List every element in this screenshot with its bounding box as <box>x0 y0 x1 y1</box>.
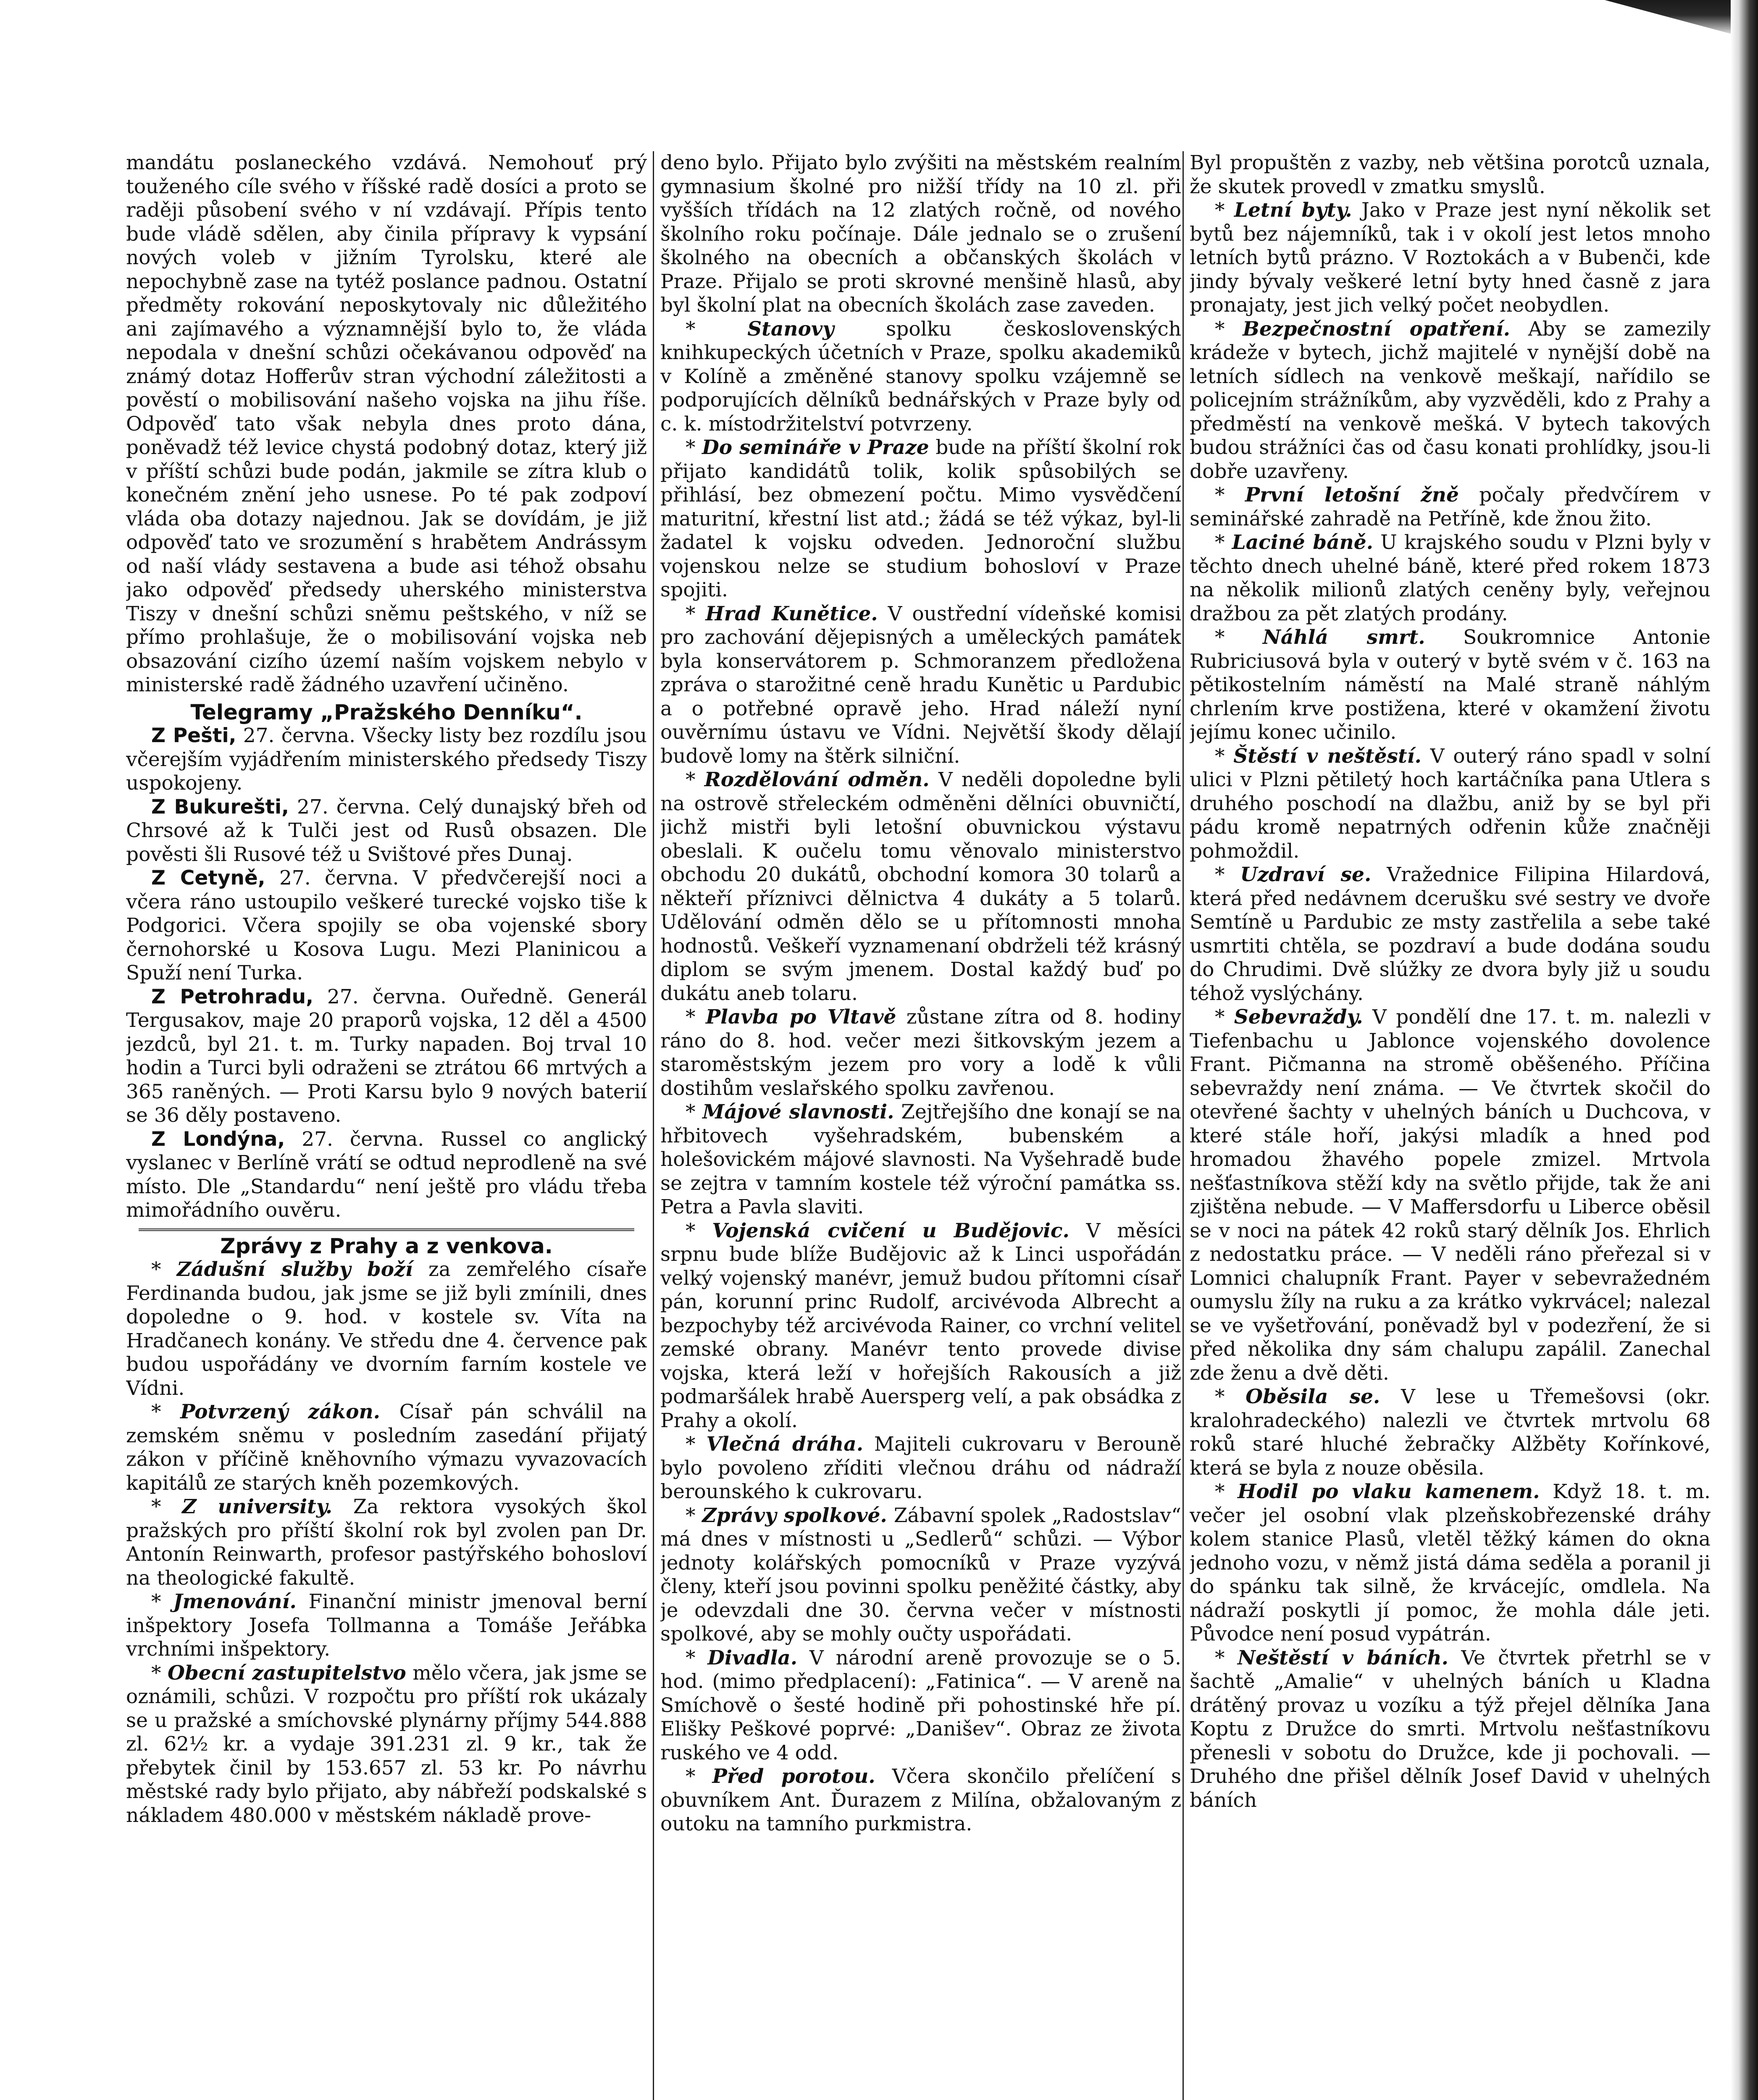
news-headline: Z university. <box>182 1495 333 1518</box>
news-text: Císař pán schválil na zemském sněmu v posledním zasedání přijatý zákon v příčině kněhovního výmazu vyvazovacích kapitálů ze starých kněh pozemkových. <box>126 1400 647 1495</box>
news-item: * Májové slavnosti. Zejtřejšího dne konají se na hřbitovech vyšehradském, bubenském a holešovickém májové slavnosti. Na Vyšehradě bude se zejtra v tamním kostele též výroční památka ss. Petra a Pavla slaviti. <box>660 1100 1181 1218</box>
news-item: * Zprávy spolkové. Zábavní spolek „Radostslav“ má dnes v místnosti u „Sedlerů“ schůzi. — Výbor jednoty kolářských pomocníků v Praze vyzývá členy, kteří jsou povinni spolku peněžité částky, aby je odevzdali dne 30. června večer v místnosti spolkové, aby se mohly oučty uspořádati. <box>660 1504 1181 1646</box>
news-text: V měsíci srpnu bude blíže Budějovic až k Linci uspořádán velký vojenský manévr, jemuž budou přítomni císař pán, korunní princ Rudolf, arcivévoda Albrecht a bezpochyby též arcivévoda Rainer, co vrchní velitel zemské obrany. Manévr tento provede divise vojska, která leží v hořejších Rakousích a již podmaršálek hrabě Auersperg velí, a pak obsádka z Prahy a okolí. <box>660 1219 1181 1432</box>
news-headline: Vojenská cvičení u Budějovic. <box>712 1219 1070 1242</box>
news-text: spolku československých knihkupeckých účetních v Praze, spolku akademiků v Kolíně a změněné stanovy spolku vzájemně se podporujících dělníků bednářských v Praze byly od c. k. místodržitelství potvrzeny. <box>660 317 1181 436</box>
news-item: * Před porotou. Včera skončilo přelíčení s obuvníkem Ant. Ďurazem z Milína, obžalovaným z outoku na tamního purkmistra. <box>660 1765 1181 1835</box>
telegram-item <box>126 724 647 795</box>
news-text: V neděli dopoledne byli na ostrově střeleckém odměněni dělníci obuvničtí, jichž mistři byli letošní obuvnickou výstavu obeslali. K oučelu tomu věnovalo ministerstvo obchodu 20 dukátů, obchodní komora 30 tolarů a někteří příznivci dělnictva 4 dukáty a 5 tolarů. Udělování odměn dělo se u přítomnosti mnoha hodnostů. Veškeří vyznamenaní obdrželi též krásný diplom se svým jmenem. Dostal každý buď po dukátu aneb tolaru. <box>660 768 1181 1005</box>
news-text: Zábavní spolek „Radostslav“ má dnes v místnosti u „Sedlerů“ schůzi. — Výbor jednoty kolářských pomocníků v Praze vyzývá členy, kteří jsou povinni spolku peněžité částky, aby je odevzdali dne 30. června večer v místnosti spolkové, aby se mohly oučty uspořádati. <box>660 1504 1181 1646</box>
news-text: Jako v Praze jest nyní několik set bytů bez nájemníků, tak i v okolí jest letos mnoho letních bytů prázno. V Roztokách a v Bubenči, kde jindy bývaly veškeré letní byty hned časně z jara pronajaty, jest jich velký počet neobydlen. <box>1190 199 1711 317</box>
news-item: * Do semináře v Praze bude na příští školní rok přijato kandidátů tolik, kolik spůsobilých se přihlásí, bez obmezení počtu. Mimo vysvědčení maturitní, křestní list atd.; žádá se též výkaz, byl-li žadatel k vojsku odveden. Jednoroční službu vojenskou nelze se studium bohosloví v Praze spojiti. <box>660 436 1181 601</box>
news-text: U krajského soudu v Plzni byly v těchto dnech uhelné báně, které před rokem 1873 na několik milionů zlatých ceněny byly, veřejnou dražbou za pět zlatých prodány. <box>1190 531 1711 625</box>
news-text: Finanční ministr jmenoval berní inšpektory Josefa Tollmanna a Tomáše Jeřábka vrchními inšpektory. <box>126 1590 647 1661</box>
news-item: * Zádušní služby boží za zemřelého císaře Ferdinanda budou, jak jsme se již byli zmínili, dnes dopoledne o 9. hod. v kostele sv. Víta na Hradčanech konány. Ve středu dne 4. července pak budou uspořádány ve dvorním farním kostele ve Vídni. <box>126 1258 647 1400</box>
telegram-text: 27. června. V předvčerejší noci a včera ráno ustoupilo veškeré turecké vojsko tiše k Podgorici. Včera spojily se oba vojenské sbory černohorské u Kosova Lugu. Mezi Planinicou a Spuží není Turka. <box>126 866 647 984</box>
news-item: * Uzdraví se. Vražednice Filipina Hilardová, která před nedávnem dcerušku své sestry ve dvoře Semtíně u Pardubic ze msty zastřelila a sebe také usmrtiti chtěla, se pozdraví a bude dodána soudu do Chrudimi. Dvě slúžky ze dvora byly již u soudu téhož vyslýchány. <box>1190 863 1711 1005</box>
telegram-text: 27. června. Russel co anglický vyslanec v Berlíně vrátí se odtud neprodleně na své místo. Dle „Standardu“ není ještě pro vládu třeba mimořádního ouvěru. <box>126 1127 647 1222</box>
news-item: * Oběsila se. V lese u Třemešovsi (okr. kralohradeckého) nalezli ve čtvrtek mrtvolu 68 roků staré hluché žebračky Alžběty Kořínkové, která se byla z nouze oběsila. <box>1190 1385 1711 1480</box>
column-3 <box>1190 151 1711 2100</box>
article-continuation: Byl propuštěn z vazby, neb většina porotců uznala, že skutek provedl v zmatku smyslů. <box>1190 151 1711 198</box>
news-headline: Plavba po Vltavě <box>705 1005 896 1029</box>
news-text: Vražednice Filipina Hilardová, která před nedávnem dcerušku své sestry ve dvoře Semtíně u Pardubic ze msty zastřelila a sebe také usmrtiti chtěla, se pozdraví a bude dodána soudu do Chrudimi. Dvě slúžky ze dvora byly již u soudu téhož vyslýchány. <box>1190 863 1711 1005</box>
telegram-text: 27. června. Všecky listy bez rozdílu jsou včerejším vyjádřením ministerského předsedy Tiszy uspokojeny. <box>126 724 647 795</box>
news-text: bude na příští školní rok přijato kandidátů tolik, kolik spůsobilých se přihlásí, bez obmezení počtu. Mimo vysvědčení maturitní, křestní list atd.; žádá se též výkaz, byl-li žadatel k vojsku odveden. Jednoroční službu vojenskou nelze se studium bohosloví v Praze spojiti. <box>660 436 1181 601</box>
news-headline: Zádušní služby boží <box>176 1258 413 1281</box>
news-headline: Laciné báně. <box>1232 531 1373 554</box>
news-headline: Vlečná dráha. <box>706 1433 864 1456</box>
news-item: * Plavba po Vltavě zůstane zítra od 8. hodiny ráno do 8. hod. večer mezi šitkovským jezem a staroměstským jezem pro vory a lodě k vůli dostihům veslařského spolku zavřenou. <box>660 1005 1181 1100</box>
news-headline: Do semináře v Praze <box>702 436 929 459</box>
news-item: * Vojenská cvičení u Budějovic. V měsíci srpnu bude blíže Budějovic až k Linci uspořádán velký vojenský manévr, jemuž budou přítomni císař pán, korunní princ Rudolf, arcivévoda Albrecht a bezpochyby též arcivévoda Rainer, co vrchní velitel zemské obrany. Manévr tento provede divise vojska, která leží v hořejších Rakousích a již podmaršálek hrabě Auersperg velí, a pak obsádka z Prahy a okolí. <box>660 1219 1181 1432</box>
article-continuation: deno bylo. Přijato bylo zvýšiti na městském realním gymnasium školné pro nižší třídy na 10 zl. při vyšších třídách na 12 zlatých ročně, od nového školního roku počínaje. Dále jednalo se o zrušení školného na obecních a občanských školách v Praze. Přijalo se proti skrovné menšině hlasů, aby byl školní plat na obecních školách zase zaveden. <box>660 151 1181 317</box>
news-headline: Štěstí v neštěstí. <box>1233 744 1422 768</box>
news-item: * Letní byty. Jako v Praze jest nyní několik set bytů bez nájemníků, tak i v okolí jest letos mnoho letních bytů prázno. V Roztokách a v Bubenči, kde jindy bývaly veškeré letní byty hned časně z jara pronajaty, jest jich velký počet neobydlen. <box>1190 199 1711 317</box>
column-divider <box>1183 151 1184 2100</box>
article-continuation: mandátu poslaneckého vzdává. Nemohouť prý touženého cíle svého v říšské radě dosíci a proto se raději působení svého v ní vzdávají. Přípis tento bude vládě sdělen, aby činila přípravy k vypsání nových voleb v jižním Tyrolsku, které ale nepochybně zase na tytéž poslance padnou. Ostatní předměty rokování neposkytovaly nic důležitého ani zajímavého a významnější bylo to, že vláda nepodala v dnešní schůzi očekávanou odpověď na známý dotaz Hofferův stran východní záležitosti a pověstí o mobilisování našeho vojska na jihu říše. Odpověď tato však nebyla dnes proto dána, poněvadž též levice chystá podobný dotaz, který již v příští schůzi bude podán, jakmile se zítra klub o konečném znění jeho usnese. Po té pak zodpoví vláda oba dotazy najednou. Jak se dovídám, je již odpověď tato ve srozumění s hrabětem Andrássym od naší vlády sestavena a bude asi téhož obsahu jako odpověď předsedy uherského ministerstva Tiszy v dnešní schůzi sněmu peštského, v níž se přímo prohlašuje, že o mobilisování vojska neb obsazování cizího území naším vojskem nebylo v ministerské radě žádného uzavření učiněno. <box>126 151 647 696</box>
news-item: * Hrad Kunětice. V oustřední vídeňské komisi pro zachování dějepisných a uměleckých památek byla konservátorem p. Schmoranzem předložena zpráva o starožitné ceně hradu Kunětic u Pardubic a o potřebné opravě jeho. Hrad náleží nyní ouvěrnímu ústavu ve Vídni. Největší škody dělají budově lomy na štěrk silniční. <box>660 602 1181 768</box>
news-text: Ve čtvrtek přetrhl se v šachtě „Amalie“ v uhelných báních u Kladna drátěný provaz u vozíku a týž přejel dělníka Jana Koptu z Družce do smrti. Mrtvolu nešťastníkovu přenesli v sobotu do Družce, kde ji pochovali. — Druhého dne přišel dělník Josef David v uhelných báních <box>1190 1646 1711 1812</box>
news-item: * Laciné báně. U krajského soudu v Plzni byly v těchto dnech uhelné báně, které před rokem 1873 na několik milionů zlatých ceněny byly, veřejnou dražbou za pět zlatých prodány. <box>1190 531 1711 625</box>
news-item: * První letošní žně počaly předvčírem v seminářské zahradě na Petříně, kde žnou žito. <box>1190 483 1711 530</box>
column-1 <box>126 151 647 2100</box>
news-headline: Rozdělování odměn. <box>704 768 930 791</box>
section-divider <box>139 1228 634 1231</box>
news-text: Majiteli cukrovaru v Berouně bylo povoleno zříditi vlečnou dráhu od nádraží berounského k cukrovaru. <box>660 1433 1181 1503</box>
news-headline: Zprávy spolkové. <box>702 1504 887 1527</box>
news-item: * Sebevraždy. V pondělí dne 17. t. m. nalezli v Tiefenbachu u Jablonce vojenského dovolence Frant. Pičmanna na stromě oběšeného. Příčina sebevraždy není známa. — Ve čtvrtek skočil do otevřené šachty v uhelných báních u Duchcova, v které stále hoří, jakýsi mladík a hned pod hromadou žhavého popele zmizel. Mrtvola nešťastníkova stěží kdy na světlo přijde, tak že ani zjištěna nebude. — V Maffersdorfu u Liberce oběsil se v noci na pátek 42 roků starý dělník Jos. Ehrlich z nedostatku práce. — V neděli ráno přeřezal si v Lomnici chalupník Frant. Payer v sebevražedném oumyslu žíly na ruku a za krátko vykrvácel; nalezal se ve vyšetřování, poněvadž byl v podezření, že si před několika dny sám chalupu zapálil. Zanechal zde ženu a dvě děti. <box>1190 1005 1711 1385</box>
news-text: Aby se zamezily krádeže v bytech, jichž majitelé v nynější době na letních sídlech na venkově meškají, nařídilo se policejním strážníkům, aby vyzvěděli, kdo z Prahy a předměstí na venkově mešká. V bytech takových budou strážníci čas od času konati prohlídky, jsou-li dobře uzavřeny. <box>1190 317 1711 483</box>
news-item: * Rozdělování odměn. V neděli dopoledne byli na ostrově střeleckém odměněni dělníci obuvničtí, jichž mistři byli letošní obuvnickou výstavu obeslali. K oučelu tomu věnovalo ministerstvo obchodu 20 dukátů, obchodní komora 30 tolarů a někteří příznivci dělnictva 4 dukáty a 5 tolarů. Udělování odměn dělo se u přítomnosti mnoha hodnostů. Veškeří vyznamenaní obdrželi též krásný diplom se svým jmenem. Dostal každý buď po dukátu aneb tolaru. <box>660 768 1181 1005</box>
news-headline: Náhlá smrt. <box>1262 626 1425 649</box>
news-text: V outerý ráno spadl v solní ulici v Plzni pětiletý hoch kartáčníka pana Utlera s druhého poschodí na dlažbu, aniž by se byl při pádu kromě nepatrných odřenin kůže značněji pohmoždil. <box>1190 744 1711 863</box>
news-headline: Hrad Kunětice. <box>705 602 878 625</box>
news-text: V lese u Třemešovsi (okr. kralohradeckého) nalezli ve čtvrtek mrtvolu 68 roků staré hluché žebračky Alžběty Kořínkové, která se byla z nouze oběsila. <box>1190 1385 1711 1480</box>
dateline: Z Londýna, <box>151 1127 285 1151</box>
news-text: V pondělí dne 17. t. m. nalezli v Tiefenbachu u Jablonce vojenského dovolence Frant. Pičmanna na stromě oběšeného. Příčina sebevraždy není známa. — Ve čtvrtek skočil do otevřené šachty v uhelných báních u Duchcova, v které stále hoří, jakýsi mladík a hned pod hromadou žhavého popele zmizel. Mrtvola nešťastníkova stěží kdy na světlo přijde, tak že ani zjištěna nebude. — V Maffersdorfu u Liberce oběsil se v noci na pátek 42 roků starý dělník Jos. Ehrlich z nedostatku práce. — V neděli ráno přeřezal si v Lomnici chalupník Frant. Payer v sebevražedném oumyslu žíly na ruku a za krátko vykrvácel; nalezal se ve vyšetřování, poněvadž byl v podezření, že si před několika dny sám chalupu zapálil. Zanechal zde ženu a dvě děti. <box>1190 1005 1711 1385</box>
news-headline: Bezpečnostní opatření. <box>1243 317 1511 341</box>
news-headline: Obecní zastupitelstvo <box>167 1661 406 1685</box>
news-headline: Sebevraždy. <box>1234 1005 1363 1029</box>
news-item: * Vlečná dráha. Majiteli cukrovaru v Berouně bylo povoleno zříditi vlečnou dráhu od nádraží berounského k cukrovaru. <box>660 1433 1181 1503</box>
news-text: mělo včera, jak jsme se oznámili, schůzi. V rozpočtu pro příští rok ukázaly se u pražské a smíchovské plynárny příjmy 544.888 zl. 62½ kr. a vydaje 391.231 zl. 9 kr., tak že přebytek činil by 153.657 zl. 53 kr. Po návrhu městské rady bylo přijato, aby nábřeží podskalské s nákladem 480.000 v městském nákladě prove- <box>126 1661 647 1827</box>
news-item: * Neštěstí v báních. Ve čtvrtek přetrhl se v šachtě „Amalie“ v uhelných báních u Kladna drátěný provaz u vozíku a týž přejel dělníka Jana Koptu z Družce do smrti. Mrtvolu nešťastníkovu přenesli v sobotu do Družce, kde ji pochovali. — Druhého dne přišel dělník Josef David v uhelných báních <box>1190 1646 1711 1812</box>
telegram-text: 27. června. Celý dunajský břeh od Chrsové až k Tulči jest od Rusů obsazen. Dle pověsti šli Rusové též u Svištové přes Dunaj. <box>126 795 647 866</box>
news-text: počaly předvčírem v seminářské zahradě na Petříně, kde žnou žito. <box>1190 483 1711 530</box>
news-headline: Letní byty. <box>1234 199 1352 222</box>
news-item: * Jmenování. Finanční ministr jmenoval berní inšpektory Josefa Tollmanna a Tomáše Jeřábka vrchními inšpektory. <box>126 1590 647 1661</box>
news-headline: Jmenování. <box>173 1590 297 1613</box>
news-headline: Divadla. <box>707 1646 798 1670</box>
dateline: Z Pešti, <box>151 724 237 747</box>
telegram-item <box>126 866 647 985</box>
news-text: za zemřelého císaře Ferdinanda budou, jak jsme se již byli zmínili, dnes dopoledne o 9. hod. v kostele sv. Víta na Hradčanech konány. Ve středu dne 4. července pak budou uspořádány ve dvorním farním kostele ve Vídni. <box>126 1258 647 1400</box>
news-text: V národní areně provozuje se o 5. hod. (mimo předplacení): „Fatinica“. — V areně na Smíchově o šesté hodině při pohostinské hře pí. Elišky Peškové poprvé: „Danišev“. Obraz ze života ruského ve 4 odd. <box>660 1646 1181 1764</box>
news-item: * Potvrzený zákon. Císař pán schválil na zemském sněmu v posledním zasedání přijatý zákon v příčině kněhovního výmazu vyvazovacích kapitálů ze starých kněh pozemkových. <box>126 1400 647 1495</box>
news-text: zůstane zítra od 8. hodiny ráno do 8. hod. večer mezi šitkovským jezem a staroměstským jezem pro vory a lodě k vůli dostihům veslařského spolku zavřenou. <box>660 1005 1181 1100</box>
telegram-item <box>126 795 647 867</box>
news-headline: Májové slavnosti. <box>702 1100 894 1124</box>
zpravy-heading: Zprávy z Prahy a z venkova. <box>220 1234 553 1258</box>
news-item: * Z university. Za rektora vysokých škol pražských pro příští školní rok byl zvolen pan Dr. Antonín Reinwarth, profesor pastýřského bohosloví na theologické fakultě. <box>126 1495 647 1590</box>
news-headline: První letošní žně <box>1245 483 1459 507</box>
telegram-item <box>126 1128 647 1223</box>
telegram-text: 27. června. Ouředně. Generál Tergusakov, maje 20 praporů vojska, 12 děl a 4500 jezdců, byl 21. t. m. Turky napaden. Boj trval 10 hodin a Turci byli odraženi se ztrátou 66 mrtvých a 365 raněných. — Proti Karsu bylo 9 nových baterií se 36 děly postaveno. <box>126 985 647 1127</box>
page-edge-shadow <box>1731 0 1758 2100</box>
news-text: Když 18. t. m. večer jel osobní vlak plzeňskobřezenské dráhy kolem stanice Plasů, vletěl těžký kámen do okna jednoho vozu, v němž jistá dáma seděla a poranil ji do spánku tak silně, že krvácejíc, omdlela. Na nádraží poskytli jí pomoc, že mohla dále jeti. Původce není posud vypátrán. <box>1190 1480 1711 1646</box>
news-headline: Neštěstí v báních. <box>1237 1646 1449 1670</box>
news-headline: Stanovy <box>747 317 834 341</box>
dateline: Z Cetyně, <box>151 866 265 890</box>
news-headline: Oběsila se. <box>1246 1385 1380 1408</box>
news-text: Soukromnice Antonie Rubriciusová byla v outerý v bytě svém v č. 163 na pětikostelním náměstí na Malé straně náhlým chrlením krve postižena, které v okamžení životu jejímu konec učinilo. <box>1190 626 1711 744</box>
column-divider <box>653 151 654 2100</box>
dateline: Z Bukurešti, <box>151 795 289 819</box>
news-text: Včera skončilo přelíčení s obuvníkem Ant. Ďurazem z Milína, obžalovaným z outoku na tamního purkmistra. <box>660 1765 1181 1835</box>
news-item: * Obecní zastupitelstvo mělo včera, jak jsme se oznámili, schůzi. V rozpočtu pro příští rok ukázaly se u pražské a smíchovské plynárny příjmy 544.888 zl. 62½ kr. a vydaje 391.231 zl. 9 kr., tak že přebytek činil by 153.657 zl. 53 kr. Po návrhu městské rady bylo přijato, aby nábřeží podskalské s nákladem 480.000 v městském nákladě prove- <box>126 1661 647 1827</box>
news-headline: Hodil po vlaku kamenem. <box>1238 1480 1540 1503</box>
news-item: * Bezpečnostní opatření. Aby se zamezily krádeže v bytech, jichž majitelé v nynější době na letních sídlech na venkově meškají, nařídilo se policejním strážníkům, aby vyzvěděli, kdo z Prahy a předměstí na venkově mešká. V bytech takových budou strážníci čas od času konati prohlídky, jsou-li dobře uzavřeny. <box>1190 317 1711 483</box>
news-item: * Štěstí v neštěstí. V outerý ráno spadl v solní ulici v Plzni pětiletý hoch kartáčníka pana Utlera s druhého poschodí na dlažbu, aniž by se byl při pádu kromě nepatrných odřenin kůže značněji pohmoždil. <box>1190 744 1711 863</box>
telegram-item <box>126 985 647 1128</box>
news-item: * Stanovy spolku československých knihkupeckých účetních v Praze, spolku akademiků v Kolíně a změněné stanovy spolku vzájemně se podporujících dělníků bednářských v Praze byly od c. k. místodržitelství potvrzeny. <box>660 317 1181 436</box>
news-text: V oustřední vídeňské komisi pro zachování dějepisných a uměleckých památek byla konservátorem p. Schmoranzem předložena zpráva o starožitné ceně hradu Kunětic u Pardubic a o potřebné opravě jeho. Hrad náleží nyní ouvěrnímu ústavu ve Vídni. Největší škody dělají budově lomy na štěrk silniční. <box>660 602 1181 768</box>
telegramy-heading: Telegramy „Pražského Denníku“. <box>190 700 583 724</box>
news-headline: Potvrzený zákon. <box>180 1400 380 1423</box>
column-2 <box>660 151 1181 2100</box>
news-headline: Před porotou. <box>712 1765 875 1788</box>
dateline: Z Petrohradu, <box>151 985 313 1008</box>
news-headline: Uzdraví se. <box>1240 863 1372 886</box>
news-item: * Hodil po vlaku kamenem. Když 18. t. m. večer jel osobní vlak plzeňskobřezenské dráhy kolem stanice Plasů, vletěl těžký kámen do okna jednoho vozu, v němž jistá dáma seděla a poranil ji do spánku tak silně, že krvácejíc, omdlela. Na nádraží poskytli jí pomoc, že mohla dále jeti. Původce není posud vypátrán. <box>1190 1480 1711 1646</box>
news-item: * Divadla. V národní areně provozuje se o 5. hod. (mimo předplacení): „Fatinica“. — V areně na Smíchově o šesté hodině při pohostinské hře pí. Elišky Peškové poprvé: „Danišev“. Obraz ze života ruského ve 4 odd. <box>660 1646 1181 1764</box>
news-text: Zejtřejšího dne konají se na hřbitovech vyšehradském, bubenském a holešovickém májové slavnosti. Na Vyšehradě bude se zejtra v tamním kostele též výroční památka ss. Petra a Pavla slaviti. <box>660 1100 1181 1218</box>
news-item: * Náhlá smrt. Soukromnice Antonie Rubriciusová byla v outerý v bytě svém v č. 163 na pětikostelním náměstí na Malé straně náhlým chrlením krve postižena, které v okamžení životu jejímu konec učinilo. <box>1190 626 1711 744</box>
news-text: Za rektora vysokých škol pražských pro příští školní rok byl zvolen pan Dr. Antonín Reinwarth, profesor pastýřského bohosloví na theologické fakultě. <box>126 1495 647 1590</box>
